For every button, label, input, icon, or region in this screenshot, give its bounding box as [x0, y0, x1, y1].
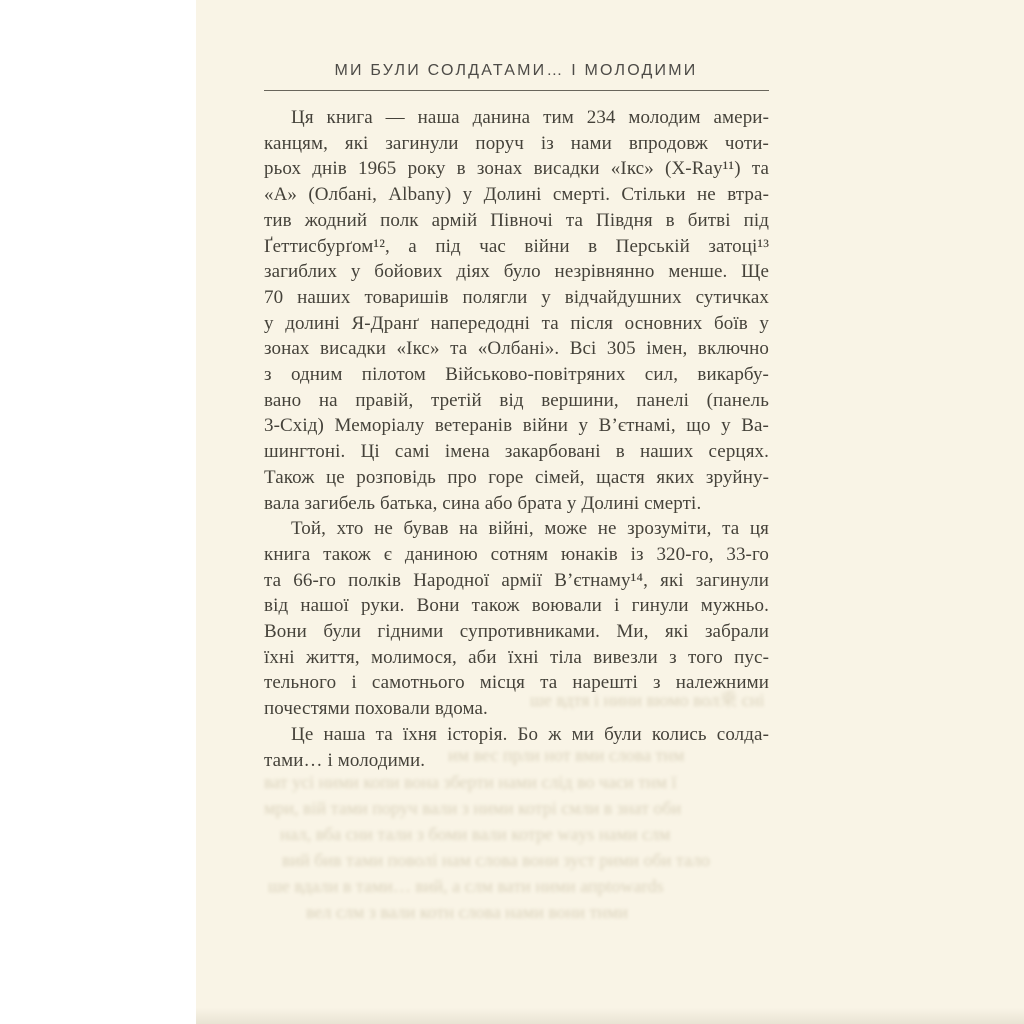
running-header: МИ БУЛИ СОЛДАТАМИ… І МОЛОДИМИ [334, 62, 698, 79]
text-line: 70 наших товаришів полягли у відчайдушних сутичках [264, 286, 769, 308]
header-rule [264, 90, 769, 91]
text-line: тельного і самотнього місця та нарешті з належними [264, 672, 769, 694]
text-line: загиблих у бойових діях було незрівнянно менше. Ще [264, 261, 769, 283]
text-line: Ґеттисбурґом¹², а під час війни в Перській затоці¹³ [264, 235, 769, 257]
ghost-text-line: вел слм з вали котн слова нами вони тнми [306, 902, 628, 922]
text-column [264, 105, 769, 773]
text-line: у долині Я-Дранґ напередодні та після основних боїв у [264, 312, 769, 334]
text-line: книга також є даниною сотням юнаків із 320-го, 33-го [264, 543, 769, 565]
book-page [196, 0, 1024, 1024]
text-line: Це наша та їхня історія. Бо ж ми були колись солда- [291, 723, 769, 745]
text-line: Ця книга — наша данина тим 234 молодим амери- [291, 107, 769, 128]
text-line: Той, хто не бував на війні, може не зрозуміти, та ця [291, 518, 769, 540]
ghost-text-line: мри, вій тами поруч вали з ними котрі смли в знат оби [264, 798, 682, 818]
text-line: вала загибель батька, сина або брата у Долині смерті. [264, 492, 702, 514]
ghost-text-line: ше вдтя і нини вюмо вол乗 сні [530, 690, 765, 710]
ghost-text-line: нал, вба сни тали з боми вали котре ways нами слм [280, 824, 671, 844]
ghost-text-line: вий бив тами поволі нам слова вони зуст рими оби тало [282, 850, 711, 870]
text-line: тами… і молодими. [264, 749, 426, 771]
text-line: «А» (Олбані, Albany) у Долині смерті. Стільки не втра- [264, 184, 769, 206]
text-line: їхні життя, молимося, аби їхні тіла вивезли з того пус- [264, 646, 769, 668]
text-line: зонах висадки «Ікс» та «Олбані». Всі 305 імен, включно [264, 338, 769, 360]
text-line: канцям, які загинули поруч із нами впродовж чоти- [264, 132, 769, 154]
text-line: Також це розповідь про горе сімей, щастя яких зруйну- [264, 466, 769, 488]
text-line: з одним пілотом Військово-повітряних сил, викарбу- [264, 364, 769, 386]
ghost-text-line: им вес прли нот вми слова тнм [448, 745, 685, 765]
text-line: від нашої руки. Вони також воювали і гинули мужньо. [264, 595, 769, 617]
ghost-text-line: ват усі ними копи вона зберти нами слід во часи тнм ї [264, 772, 677, 792]
text-line: почестями поховали вдома. [264, 698, 488, 720]
text-line: та 66-го полків Народної армії В’єтнаму¹⁴, які загинули [264, 569, 769, 591]
text-line: 3-Схід) Меморіалу ветеранів війни у В’єтнамі, що у Ва- [264, 415, 769, 437]
ghost-text-line: ше вдали в тами… вий, а слм вати ними апрtowards [268, 876, 664, 896]
text-line: рьох днів 1965 року в зонах висадки «Ікс» (X-Ray¹¹) та [264, 158, 769, 180]
text-line: Вони були гідними супротивниками. Ми, які забрали [264, 621, 769, 643]
text-line: вано на правій, третій від вершини, панелі (панель [264, 389, 769, 411]
text-line: шингтоні. Ці самі імена закарбовані в наших серцях. [264, 441, 769, 463]
text-line: тив жодний полк армій Півночі та Півдня в битві під [264, 209, 769, 231]
